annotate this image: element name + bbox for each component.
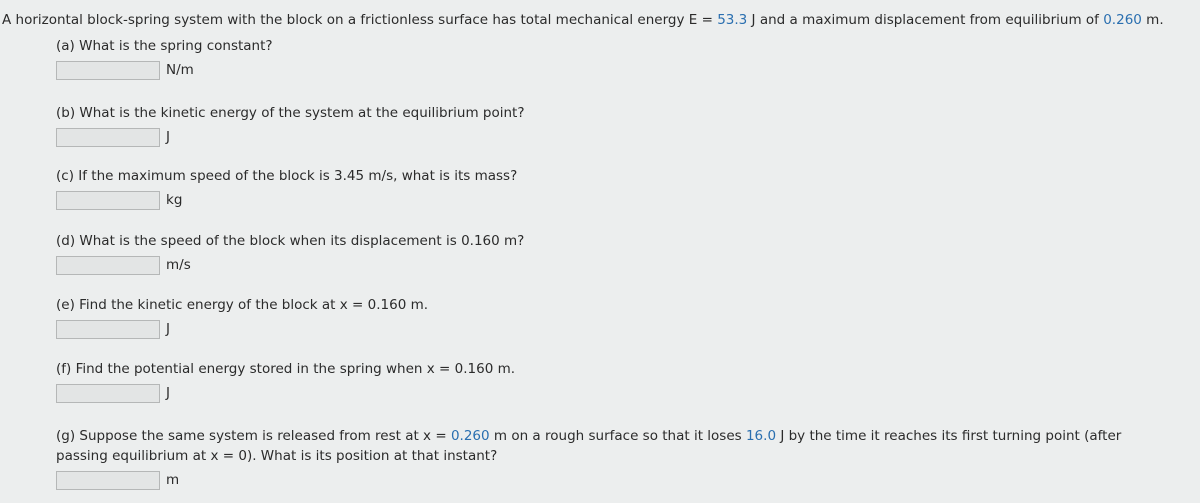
question-e [56, 295, 1176, 340]
question-d-text: (d) What is the speed of the block when its displacement is 0.160 m? [56, 233, 525, 249]
question-c [56, 166, 1176, 211]
answer-g-input[interactable] [56, 471, 160, 490]
answer-f-unit: J [166, 385, 170, 401]
question-f [56, 359, 1176, 404]
question-f-text: (f) Find the potential energy stored in the spring when x = 0.160 m. [56, 361, 516, 377]
question-g [56, 426, 1176, 491]
question-e-text: (e) Find the kinetic energy of the block at x = 0.160 m. [56, 297, 429, 313]
energy-loss-value: 16.0 [745, 428, 777, 444]
intro-text-b: J and a maximum displacement from equilibrium of [747, 12, 1104, 28]
question-g-text [56, 426, 1176, 466]
question-a-text: (a) What is the spring constant? [56, 38, 273, 54]
question-c-text: (c) If the maximum speed of the block is 3.45 m/s, what is its mass? [56, 168, 518, 184]
answer-f-input[interactable] [56, 384, 160, 403]
answer-g-unit: m [166, 472, 180, 488]
release-position-value: 0.260 [450, 428, 490, 444]
energy-value: 53.3 [717, 12, 748, 28]
intro-text-c: m. [1141, 12, 1164, 28]
question-g-text-b: m on a rough surface so that it loses [489, 428, 746, 444]
problem-statement [2, 12, 1198, 28]
answer-b-input[interactable] [56, 128, 160, 147]
question-g-text-c: J by the time it reaches its first turning point (after passing equilibrium at x = 0). What is its position at that instant? [56, 428, 1122, 464]
question-g-text-a: (g) Suppose the same system is released from rest at x = [56, 428, 451, 444]
answer-b-unit: J [166, 129, 170, 145]
answer-c-input[interactable] [56, 191, 160, 210]
answer-d-input[interactable] [56, 256, 160, 275]
answer-a-input[interactable] [56, 61, 160, 80]
answer-a-unit: N/m [166, 62, 194, 78]
answer-d-unit: m/s [166, 257, 191, 273]
question-d [56, 231, 1176, 276]
question-b-text: (b) What is the kinetic energy of the system at the equilibrium point? [56, 105, 525, 121]
answer-e-input[interactable] [56, 320, 160, 339]
answer-c-unit: kg [166, 192, 183, 208]
question-a [56, 36, 1176, 81]
answer-e-unit: J [166, 321, 170, 337]
question-b [56, 103, 1176, 148]
displacement-value: 0.260 [1103, 12, 1142, 28]
intro-text-a: A horizontal block-spring system with the block on a frictionless surface has total mechanical energy E = [2, 12, 718, 28]
